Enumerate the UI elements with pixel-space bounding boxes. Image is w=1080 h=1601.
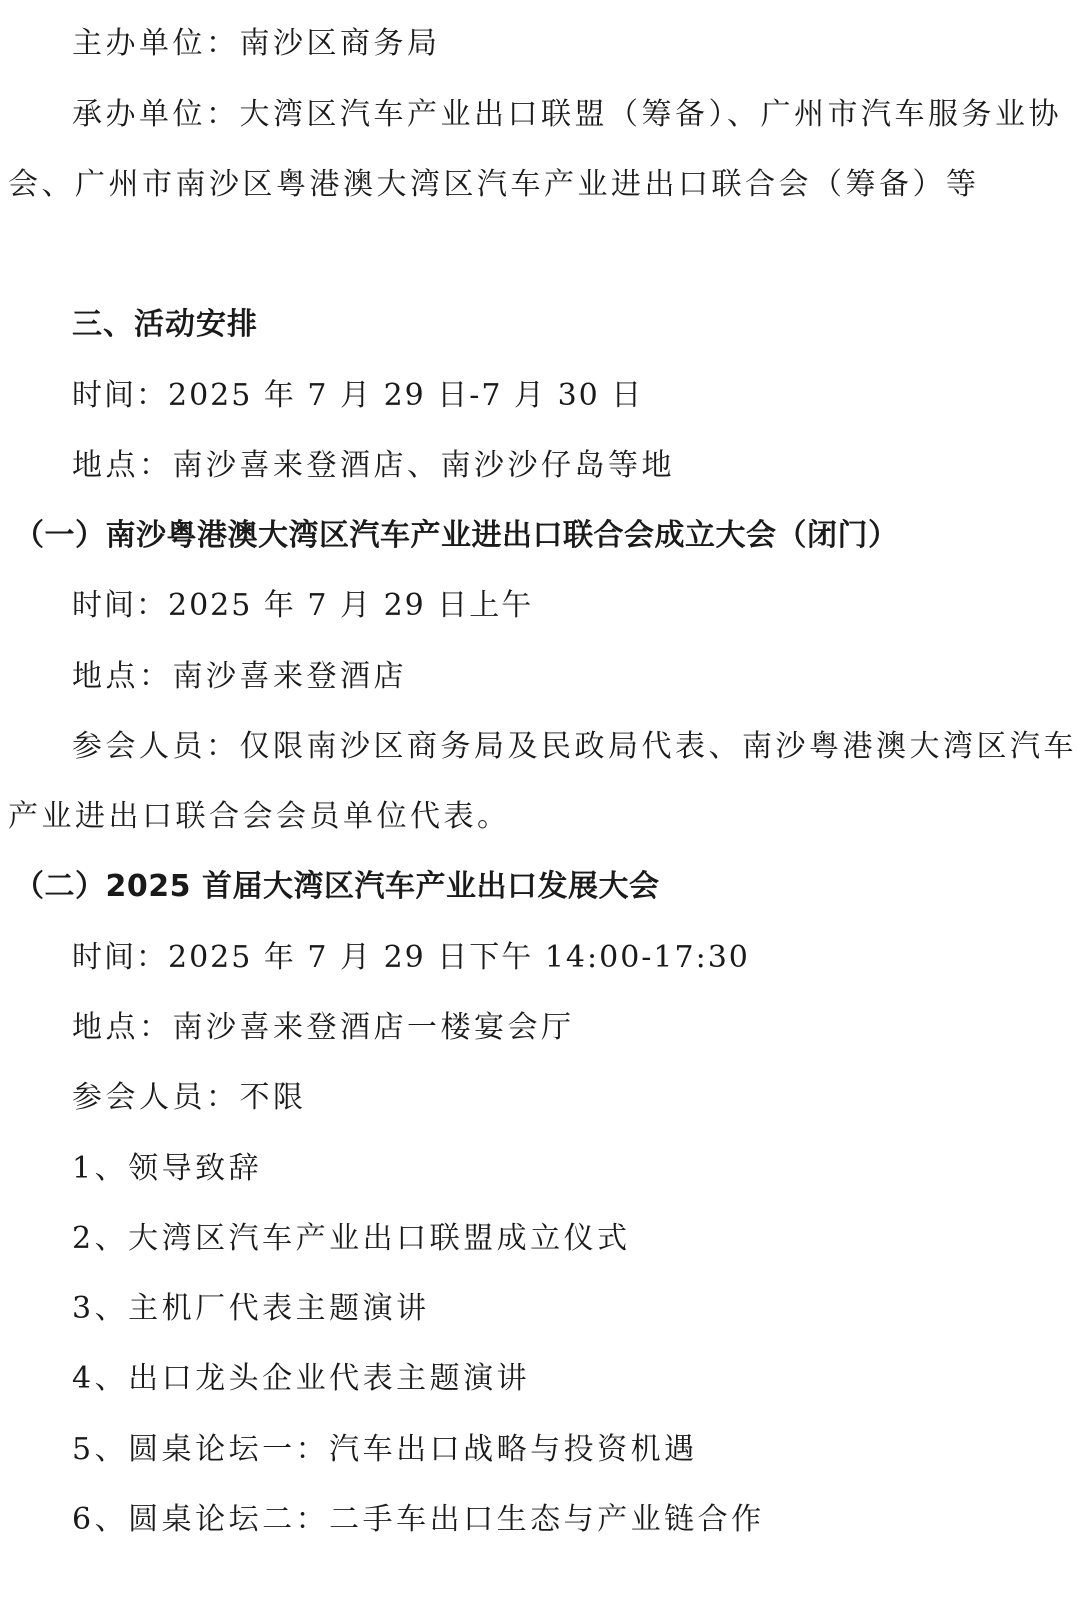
export-conference-attendees: 参会人员：不限 [72, 1080, 307, 1115]
founding-meeting-place: 地点：南沙喜来登酒店 [72, 659, 407, 694]
agenda-item: 5、圆桌论坛一：汽车出口战略与投资机遇 [72, 1432, 698, 1467]
section-heading-activity-schedule: 三、活动安排 [72, 307, 258, 342]
founding-meeting-attendees-line-2: 产业进出口联合会会员单位代表。 [8, 799, 511, 834]
export-conference-time: 时间：2025 年 7 月 29 日下午 14:00-17:30 [72, 940, 750, 975]
subsection-heading-founding-meeting: （一）南沙粤港澳大湾区汽车产业进出口联合会成立大会（闭门） [14, 518, 899, 553]
agenda-item: 2、大湾区汽车产业出口联盟成立仪式 [72, 1221, 631, 1256]
co-organizer-line-2: 会、广州市南沙区粤港澳大湾区汽车产业进出口联合会（筹备）等 [8, 167, 980, 202]
organizer-line: 主办单位：南沙区商务局 [72, 26, 441, 61]
agenda-item: 3、主机厂代表主题演讲 [72, 1291, 430, 1326]
founding-meeting-time: 时间：2025 年 7 月 29 日上午 [72, 588, 534, 623]
export-conference-place: 地点：南沙喜来登酒店一楼宴会厅 [72, 1010, 575, 1045]
co-organizer-line-1: 承办单位：大湾区汽车产业出口联盟（筹备）、广州市汽车服务业协 [72, 97, 1062, 132]
schedule-time: 时间：2025 年 7 月 29 日-7 月 30 日 [72, 378, 644, 413]
agenda-item: 6、圆桌论坛二：二手车出口生态与产业链合作 [72, 1502, 765, 1537]
founding-meeting-attendees-line-1: 参会人员：仅限南沙区商务局及民政局代表、南沙粤港澳大湾区汽车 [72, 729, 1077, 764]
subsection-heading-export-conference: （二）2025 首届大湾区汽车产业出口发展大会 [14, 869, 660, 904]
agenda-item: 1、领导致辞 [72, 1151, 263, 1186]
schedule-place: 地点：南沙喜来登酒店、南沙沙仔岛等地 [72, 448, 675, 483]
agenda-item: 4、出口龙头企业代表主题演讲 [72, 1361, 531, 1396]
